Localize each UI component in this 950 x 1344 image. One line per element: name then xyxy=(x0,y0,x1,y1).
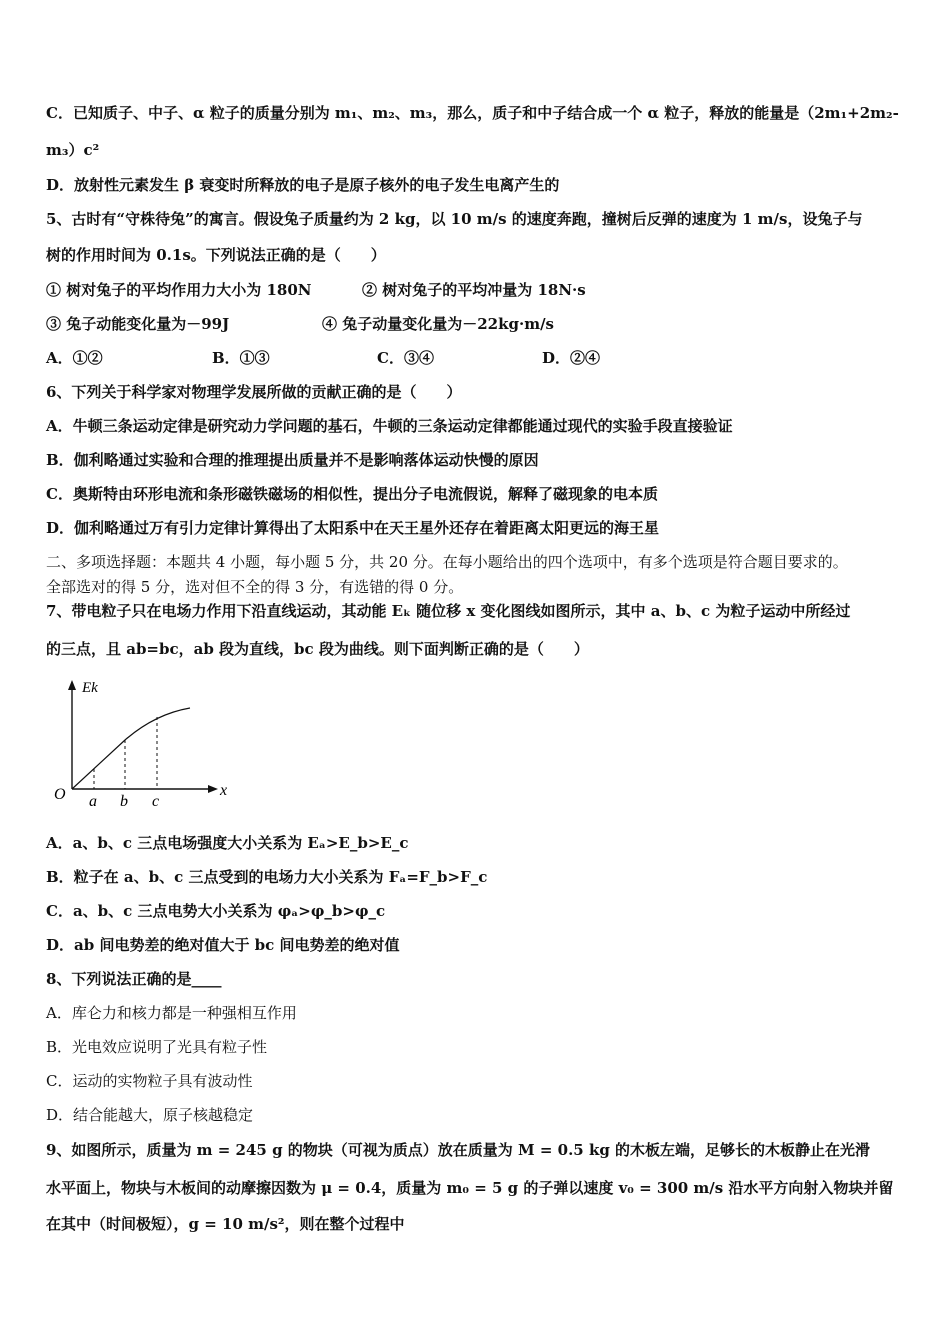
q5-statement-4: ④ 兔子动量变化量为－22kg·m/s xyxy=(322,315,554,333)
q5-option-a: A．①② xyxy=(46,349,103,367)
q4-option-c-line2: m₃）c² xyxy=(46,141,100,159)
point-a-label: a xyxy=(89,793,97,810)
q6-option-c: C．奥斯特由环形电流和条形磁铁磁场的相似性，提出分子电流假说，解释了磁现象的电本质 xyxy=(46,485,658,503)
q5-statement-3: ③ 兔子动能变化量为－99J xyxy=(46,315,230,333)
q5-option-b: B．①③ xyxy=(212,349,270,367)
q8-option-d: D．结合能越大，原子核越稳定 xyxy=(46,1106,254,1124)
q9-stem-line1: 9、如图所示，质量为 m = 245 g 的物块（可视为质点）放在质量为 M = 0.5 kg 的木板左端，足够长的木板静止在光滑 xyxy=(46,1141,871,1159)
q7-option-c: C．a、b、c 三点电势大小关系为 φₐ>φ_b>φ_c xyxy=(46,902,386,920)
q6-option-b: B．伽利略通过实验和合理的推理提出质量并不是影响落体运动快慢的原因 xyxy=(46,451,539,469)
q5-statement-2: ② 树对兔子的平均冲量为 18N·s xyxy=(362,281,586,299)
q6-option-a: A．牛顿三条运动定律是研究动力学问题的基石，牛顿的三条运动定律都能通过现代的实验手段直接验证 xyxy=(46,417,733,435)
q8-option-a: A．库仑力和核力都是一种强相互作用 xyxy=(46,1004,297,1022)
section2-heading-line1: 二、多项选择题：本题共 4 小题，每小题 5 分，共 20 分。在每小题给出的四个选项中，有多个选项是符合题目要求的。 xyxy=(46,553,848,571)
point-b-label: b xyxy=(120,793,128,810)
q6-stem: 6、下列关于科学家对物理学发展所做的贡献正确的是（ ） xyxy=(46,383,462,401)
q9-stem-line3: 在其中（时间极短），g = 10 m/s²，则在整个过程中 xyxy=(46,1215,405,1233)
q8-option-c: C．运动的实物粒子具有波动性 xyxy=(46,1072,253,1090)
q8-stem: 8、下列说法正确的是____ xyxy=(46,970,222,988)
q5-statement-1: ① 树对兔子的平均作用力大小为 180N xyxy=(46,281,312,299)
q4-option-c-line1: C．已知质子、中子、α 粒子的质量分别为 m₁、m₂、m₃，那么，质子和中子结合成一个 α 粒子，释放的能量是（2m₁+2m₂- xyxy=(46,104,899,122)
q8-option-b: B．光电效应说明了光具有粒子性 xyxy=(46,1038,268,1056)
ek-x-graph xyxy=(50,672,240,812)
q5-stem-line1: 5、古时有“守株待兔”的寓言。假设兔子质量约为 2 kg，以 10 m/s 的速度奔跑，撞树后反弹的速度为 1 m/s，设兔子与 xyxy=(46,210,863,228)
q7-option-b: B．粒子在 a、b、c 三点受到的电场力大小关系为 Fₐ=F_b>F_c xyxy=(46,868,488,886)
q7-stem-line1: 7、带电粒子只在电场力作用下沿直线运动，其动能 Eₖ 随位移 x 变化图线如图所示，其中 a、b、c 为粒子运动中所经过 xyxy=(46,602,851,620)
q4-option-d: D．放射性元素发生 β 衰变时所释放的电子是原子核外的电子发生电离产生的 xyxy=(46,176,560,194)
q6-option-d: D．伽利略通过万有引力定律计算得出了太阳系中在天王星外还存在着距离太阳更远的海王星 xyxy=(46,519,660,537)
origin-label: O xyxy=(54,786,66,803)
q7-option-a: A．a、b、c 三点电场强度大小关系为 Eₐ>E_b>E_c xyxy=(46,834,409,852)
q5-option-d: D．②④ xyxy=(542,349,601,367)
q5-option-c: C．③④ xyxy=(377,349,434,367)
section2-heading-line2: 全部选对的得 5 分，选对但不全的得 3 分，有选错的得 0 分。 xyxy=(46,578,464,596)
q5-stem-line2: 树的作用时间为 0.1s。下列说法正确的是（ ） xyxy=(46,246,386,264)
y-axis-label: Ek xyxy=(82,680,98,696)
q7-stem-line2: 的三点，且 ab=bc，ab 段为直线，bc 段为曲线。则下面判断正确的是（ ） xyxy=(46,640,589,658)
point-c-label: c xyxy=(152,793,160,810)
x-axis-label: x xyxy=(220,782,228,799)
q9-stem-line2: 水平面上，物块与木板间的动摩擦因数为 μ = 0.4，质量为 m₀ = 5 g 的子弹以速度 v₀ = 300 m/s 沿水平方向射入物块并留 xyxy=(46,1179,894,1197)
q7-option-d: D．ab 间电势差的绝对值大于 bc 间电势差的绝对值 xyxy=(46,936,400,954)
